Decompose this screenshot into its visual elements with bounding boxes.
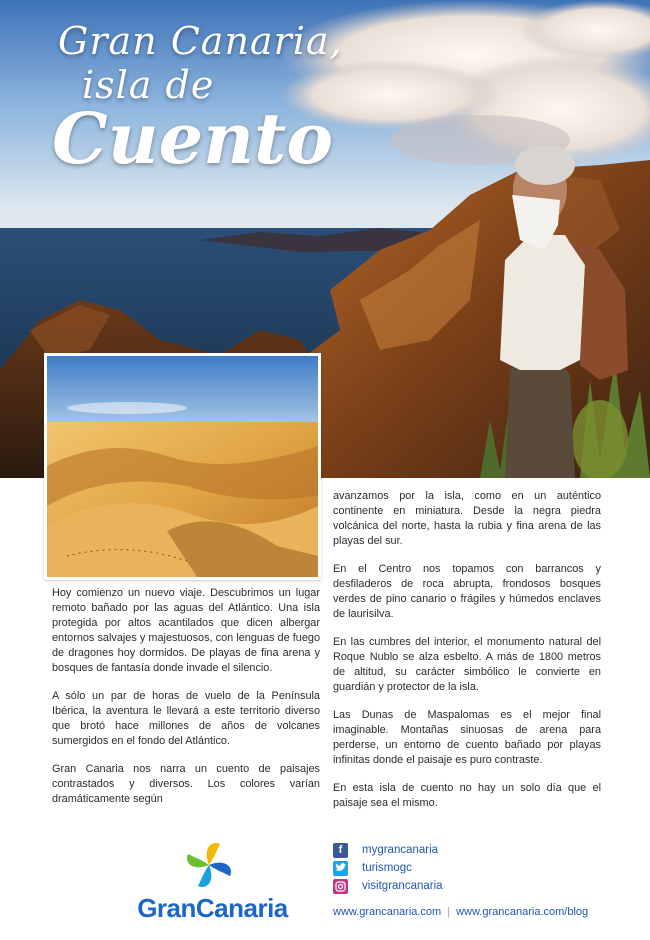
twitter-handle[interactable]: turismogc: [362, 862, 412, 874]
social-facebook[interactable]: [333, 841, 623, 859]
paragraph: Las Dunas de Maspalomas es el mejor final imaginable. Montañas sinuosas de arena para perderse, un entorno de cuento bañado por playas infinitas donde el paisaje es puro contraste.: [333, 709, 601, 766]
dunes-photo: [44, 353, 321, 580]
social-instagram[interactable]: [333, 877, 623, 895]
instagram-handle[interactable]: visitgrancanaria: [362, 880, 443, 892]
social-links: [333, 841, 623, 895]
article-right-column: [333, 489, 601, 824]
instagram-icon: [333, 879, 348, 894]
title-line-2: isla de: [82, 63, 215, 107]
gran-canaria-logo: [120, 838, 305, 923]
blog-link[interactable]: www.grancanaria.com/blog: [456, 906, 589, 918]
paragraph: avanzamos por la isla, como en un auténtico continente en miniatura. Desde la negra piedra volcánica del norte, hasta la rubia y fina arena de las playas del sur.: [333, 490, 601, 547]
paragraph: En las cumbres del interior, el monumento natural del Roque Nublo se alza esbelto. A más de 1800 metros de altitud, su carácter simbólico le convierte en guardián y protector de la isla.: [333, 636, 601, 693]
paragraph: Gran Canaria nos narra un cuento de paisajes contrastados y diversos. Los colores varían dramáticamente según: [52, 763, 320, 805]
link-separator: |: [447, 906, 451, 918]
logo-wordmark: [120, 893, 305, 924]
facebook-handle[interactable]: mygrancanaria: [362, 844, 439, 856]
paragraph: En el Centro nos topamos con barrancos y desfiladeros de roca abrupta, frondosos bosques verdes de pino canario o frágiles y húmedos enclaves de laurisilva.: [333, 563, 601, 620]
logo-part-1: Gran: [137, 893, 196, 923]
title-line-3: Cuento: [52, 97, 334, 180]
paragraph: A sólo un par de horas de vuelo de la Península Ibérica, la aventura le llevará a este territorio diverso que brotó hace millones de años de volcanes sumergidos en el fondo del Atlántico.: [52, 690, 320, 747]
pinwheel-logo-icon: [182, 838, 236, 892]
paragraph: Hoy comienzo un nuevo viaje. Descubrimos un lugar remoto bañado por las aguas del Atlántico. Una isla protegida por altos acantilados que dicen albergar entornos salvajes y majestuosos, con lenguas de fuego de dragones hoy dormidos. De playas de fina arena y bosques de fantasía donde invade el silencio.: [52, 587, 320, 674]
page-title: [52, 19, 343, 180]
website-link[interactable]: www.grancanaria.com: [333, 906, 442, 918]
title-line-1: Gran Canaria,: [58, 19, 343, 63]
logo-part-2: Canaria: [195, 893, 288, 923]
social-twitter[interactable]: [333, 859, 623, 877]
dunes-illustration: [47, 356, 318, 577]
facebook-icon: f: [333, 843, 348, 858]
twitter-icon: [333, 861, 348, 876]
article-left-column: [52, 586, 320, 820]
website-links: [333, 906, 588, 918]
paragraph: En esta isla de cuento no hay un solo día que el paisaje sea el mismo.: [333, 782, 601, 809]
